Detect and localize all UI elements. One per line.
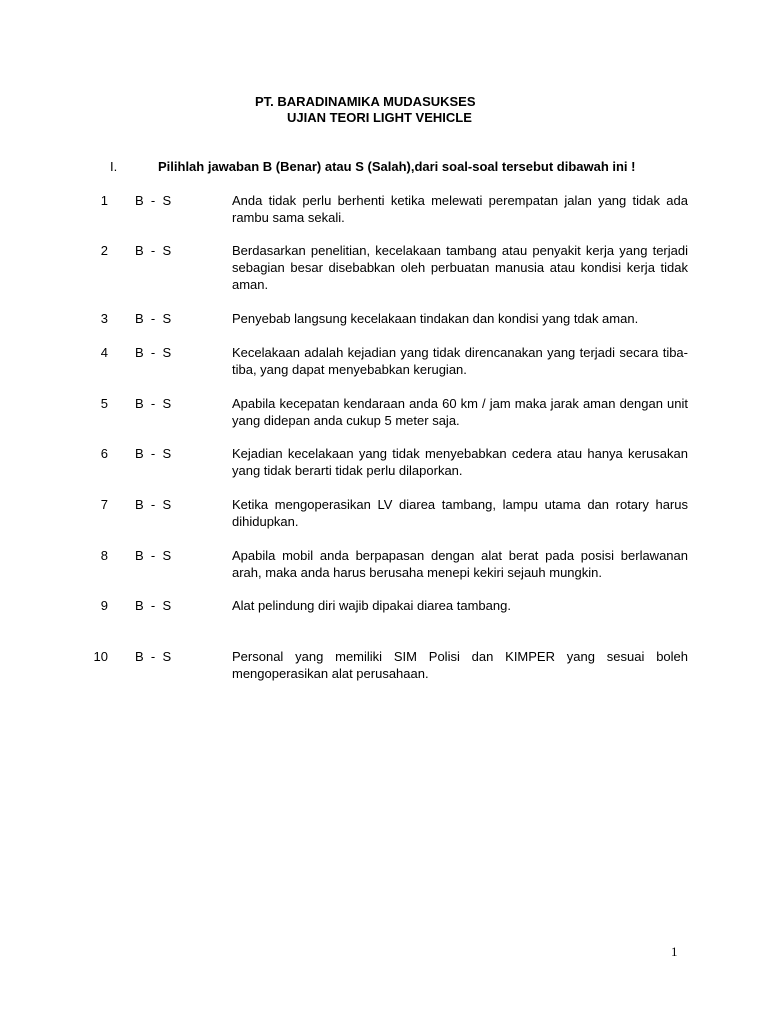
answer-options: B - S [135, 548, 172, 563]
answer-options: B - S [135, 497, 172, 512]
question-text: Kecelakaan adalah kejadian yang tidak direncanakan yang terjadi secara tiba-tiba, yang dapat menyebabkan kerugian. [232, 345, 688, 377]
answer-options: B - S [135, 345, 172, 360]
question-number: 6 [100, 446, 108, 461]
question-number: 4 [100, 345, 108, 360]
question-text: Berdasarkan penelitian, kecelakaan tambang atau penyakit kerja yang terjadi sebagian besar disebabkan oleh perbuatan manusia atau kondisi kerja tidak aman. [232, 243, 688, 292]
question-text: Apabila kecepatan kendaraan anda 60 km / jam maka jarak aman dengan unit yang didepan anda cukup 5 meter saja. [232, 396, 688, 428]
question-text: Anda tidak perlu berhenti ketika melewati perempatan jalan yang tidak ada rambu sama sekali. [232, 193, 688, 225]
question-text: Ketika mengoperasikan LV diarea tambang, lampu utama dan rotary harus dihidupkan. [232, 497, 688, 529]
section-number: I. [110, 159, 118, 174]
question-text: Personal yang memiliki SIM Polisi dan KIMPER yang sesuai boleh mengoperasikan alat perusahaan. [232, 649, 688, 681]
question-number: 5 [100, 396, 108, 411]
answer-options: B - S [135, 446, 172, 461]
exam-title: UJIAN TEORI LIGHT VEHICLE [287, 110, 472, 125]
section-instruction [0, 159, 768, 177]
question-number: 10 [93, 649, 108, 664]
question-text: Apabila mobil anda berpapasan dengan alat berat pada posisi berlawanan arah, maka anda harus berusaha menepi kekiri sejauh mungkin. [232, 548, 688, 580]
question-text: Penyebab langsung kecelakaan tindakan dan kondisi yang tdak aman. [232, 311, 639, 326]
company-title: PT. BARADINAMIKA MUDASUKSES [255, 94, 476, 109]
answer-options: B - S [135, 649, 172, 664]
page-number: 1 [671, 944, 678, 959]
answer-options: B - S [135, 193, 172, 208]
answer-options: B - S [135, 311, 172, 326]
answer-options: B - S [135, 396, 172, 411]
section-instruction-text: Pilihlah jawaban B (Benar) atau S (Salah),dari soal-soal tersebut dibawah ini ! [158, 159, 636, 174]
question-number: 2 [100, 243, 108, 258]
question-number: 1 [100, 193, 108, 208]
question-text: Kejadian kecelakaan yang tidak menyebabkan cedera atau hanya kerusakan yang tidak berarti tidak perlu dilaporkan. [232, 446, 688, 478]
question-number: 7 [100, 497, 108, 512]
question-number: 8 [100, 548, 108, 563]
answer-options: B - S [135, 243, 172, 258]
question-number: 3 [100, 311, 108, 326]
answer-options: B - S [135, 598, 172, 613]
question-number: 9 [100, 598, 108, 613]
question-text: Alat pelindung diri wajib dipakai diarea tambang. [232, 598, 511, 613]
